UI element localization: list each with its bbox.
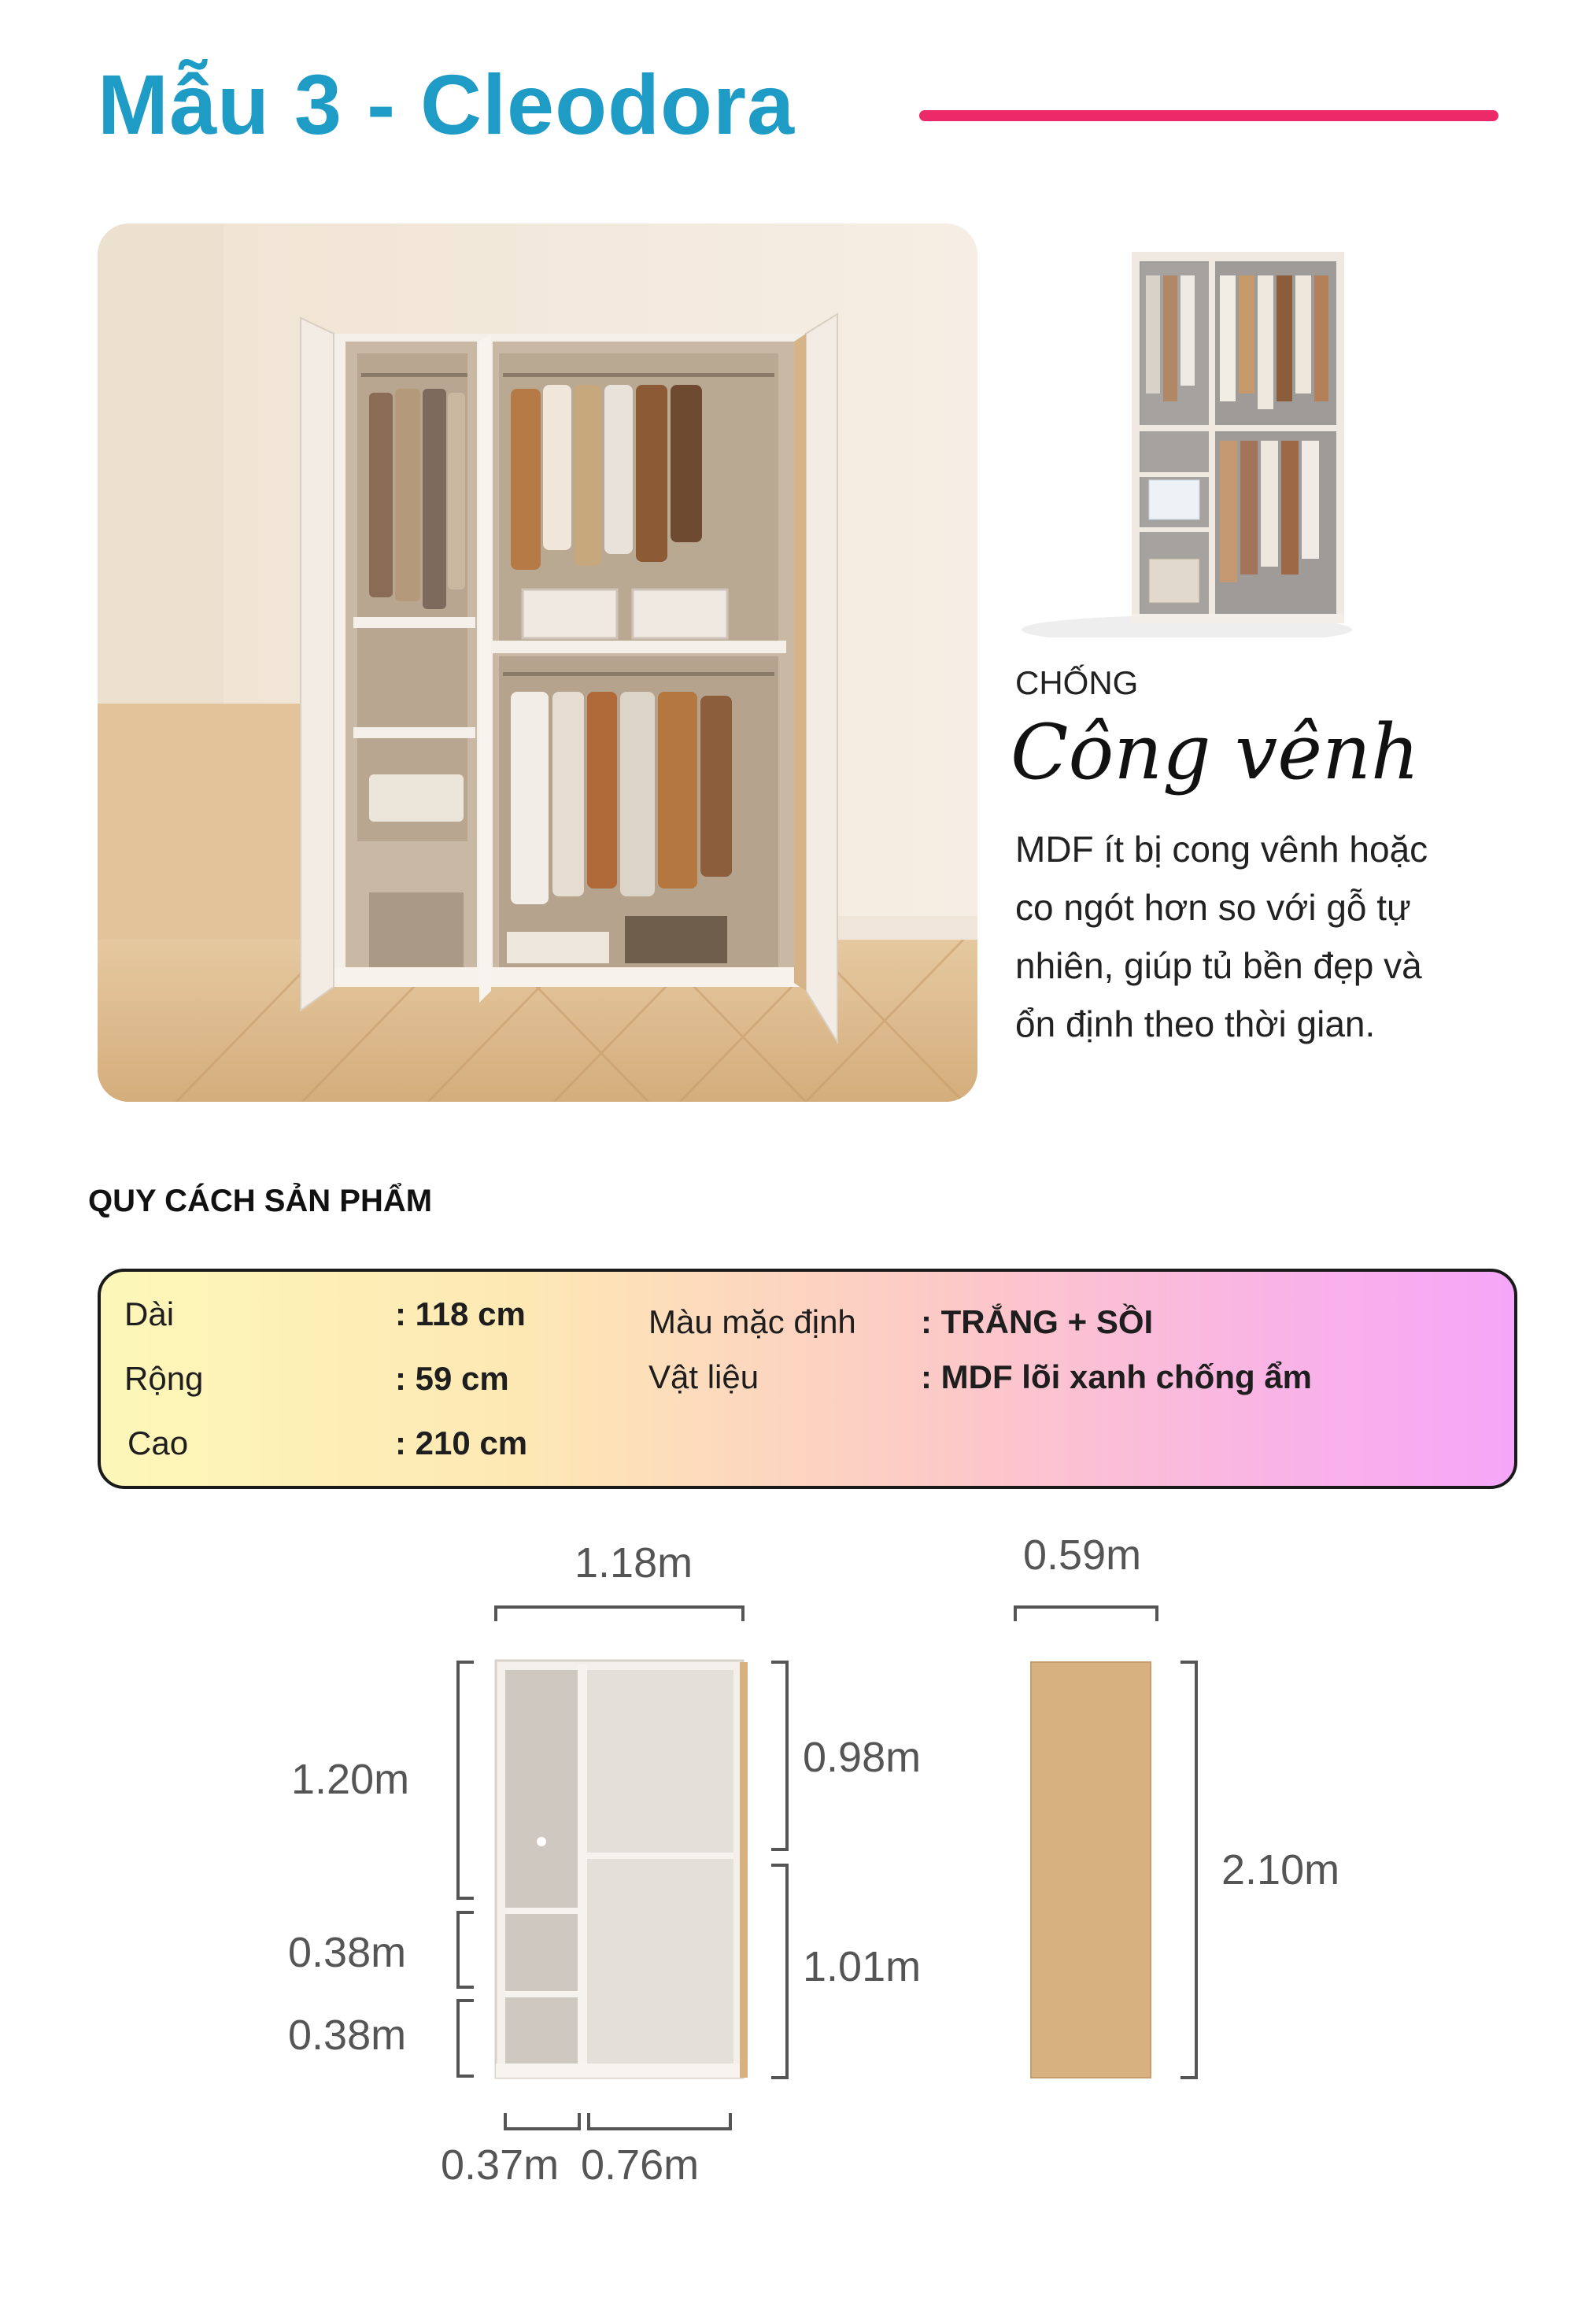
spec-width-value: : 59 cm <box>395 1360 509 1397</box>
spec-material-label: Vật liệu <box>648 1358 759 1395</box>
spec-material-value: : MDF lõi xanh chống ẩm <box>921 1358 1313 1395</box>
description-line: nhiên, giúp tủ bền đẹp và <box>1015 945 1422 986</box>
feature-description <box>1015 820 1550 1053</box>
front-width-label: 1.18m <box>575 1539 693 1587</box>
description-line: co ngót hơn so với gỗ tự <box>1015 887 1411 928</box>
bottom-right-width-label: 0.76m <box>581 2141 700 2189</box>
page-title: Mẫu 3 - Cleodora <box>98 57 796 152</box>
wardrobe-room-photo <box>98 224 977 1102</box>
specs-box <box>98 1269 1517 1489</box>
spec-length-label: Dài <box>124 1295 175 1332</box>
bottom-left-width-label: 0.37m <box>441 2141 560 2189</box>
spec-width-label: Rộng <box>124 1360 204 1397</box>
spec-height-label: Cao <box>127 1424 189 1461</box>
side-height-label: 2.10m <box>1221 1846 1340 1894</box>
right-upper-height-label: 0.98m <box>803 1734 922 1781</box>
spec-length-value: : 118 cm <box>395 1295 526 1332</box>
feature-label: CHỐNG <box>1015 664 1139 701</box>
accent-divider <box>919 110 1498 121</box>
spec-height-value: : 210 cm <box>395 1424 528 1461</box>
front-dimension-drawing <box>275 1535 984 2243</box>
left-mid-height-label: 0.38m <box>288 1929 407 1976</box>
left-upper-height-label: 1.20m <box>291 1756 410 1803</box>
description-line: ổn định theo thời gian. <box>1015 1003 1376 1044</box>
spec-color-label: Màu mặc định <box>648 1303 856 1340</box>
feature-title: Công vênh <box>1011 708 1420 796</box>
right-lower-height-label: 1.01m <box>803 1943 922 1990</box>
wardrobe-product-photo <box>1014 244 1360 637</box>
specs-heading: QUY CÁCH SẢN PHẨM <box>88 1184 433 1218</box>
description-line: MDF ít bị cong vênh hoặc <box>1015 829 1428 870</box>
side-depth-label: 0.59m <box>1023 1531 1142 1579</box>
left-low-height-label: 0.38m <box>288 2012 407 2059</box>
side-dimension-drawing <box>984 1531 1377 2164</box>
spec-color-value: : TRẮNG + SỒI <box>921 1303 1154 1340</box>
